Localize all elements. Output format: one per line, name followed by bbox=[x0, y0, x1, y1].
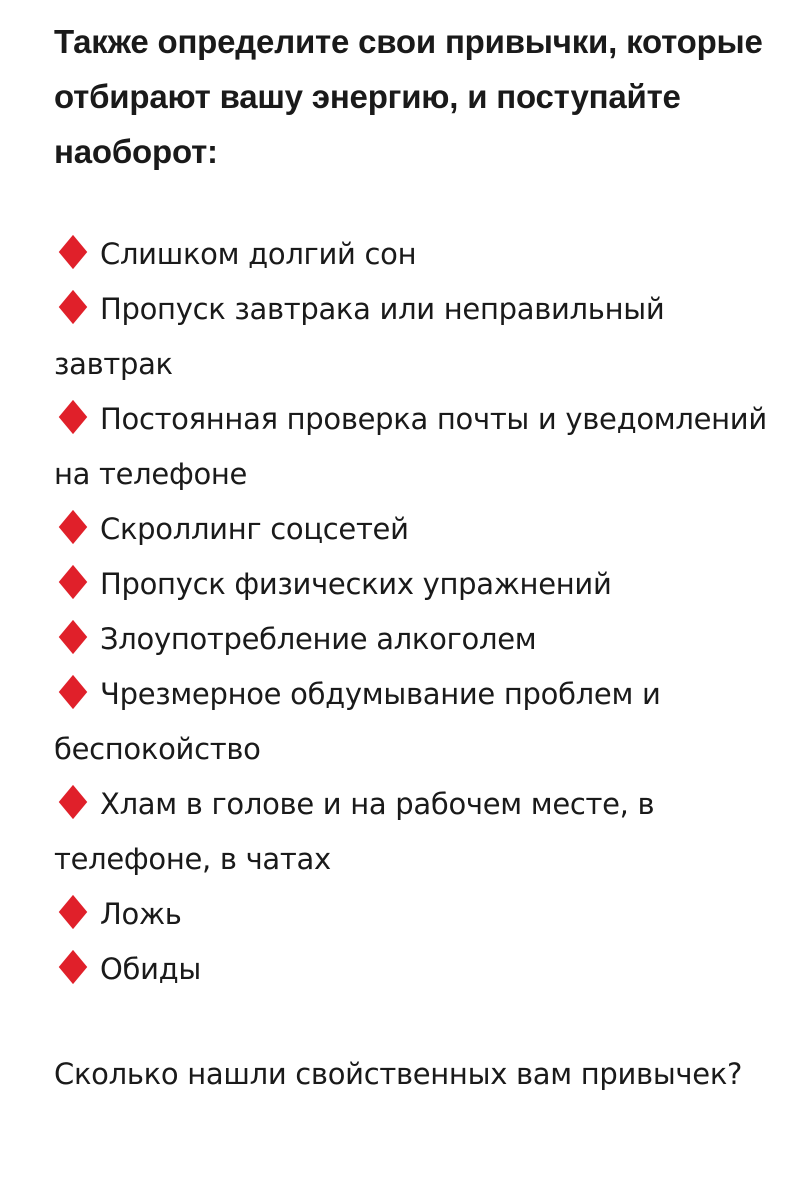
red-diamond-icon bbox=[54, 948, 92, 986]
habits-list bbox=[54, 227, 774, 997]
list-item-text: Скроллинг соцсетей bbox=[100, 512, 409, 546]
closing-question: Сколько нашли свойственных вам привычек? bbox=[54, 1057, 743, 1091]
red-diamond-icon bbox=[54, 673, 92, 711]
list-item-text: Постоянная проверка почты и уведомлений на телефоне bbox=[54, 402, 767, 491]
list-item-text: Злоупотребление алкоголем bbox=[100, 622, 537, 656]
list-item bbox=[54, 282, 774, 392]
red-diamond-icon bbox=[54, 783, 92, 821]
list-item-text: Обиды bbox=[100, 952, 202, 986]
list-item-text: Ложь bbox=[100, 897, 182, 931]
list-item bbox=[54, 392, 774, 502]
red-diamond-icon bbox=[54, 508, 92, 546]
list-item bbox=[54, 612, 774, 667]
list-item bbox=[54, 502, 774, 557]
list-item bbox=[54, 227, 774, 282]
list-item-text: Пропуск физических упражнений bbox=[100, 567, 612, 601]
red-diamond-icon bbox=[54, 233, 92, 271]
post-content bbox=[54, 14, 774, 1102]
list-item-text: Слишком долгий сон bbox=[100, 237, 417, 271]
red-diamond-icon bbox=[54, 288, 92, 326]
list-item-text: Хлам в голове и на рабочем месте, в телефоне, в чатах bbox=[54, 787, 655, 876]
red-diamond-icon bbox=[54, 398, 92, 436]
red-diamond-icon bbox=[54, 893, 92, 931]
list-item bbox=[54, 777, 774, 887]
list-item bbox=[54, 557, 774, 612]
red-diamond-icon bbox=[54, 563, 92, 601]
list-item-text: Пропуск завтрака или неправильный завтрак bbox=[54, 292, 665, 381]
list-item bbox=[54, 942, 774, 997]
list-item bbox=[54, 667, 774, 777]
heading: Также определите свои привычки, которые отбирают вашу энергию, и поступайте наоборот: bbox=[54, 23, 763, 170]
list-item-text: Чрезмерное обдумывание проблем и беспокойство bbox=[54, 677, 661, 766]
red-diamond-icon bbox=[54, 618, 92, 656]
list-item bbox=[54, 887, 774, 942]
